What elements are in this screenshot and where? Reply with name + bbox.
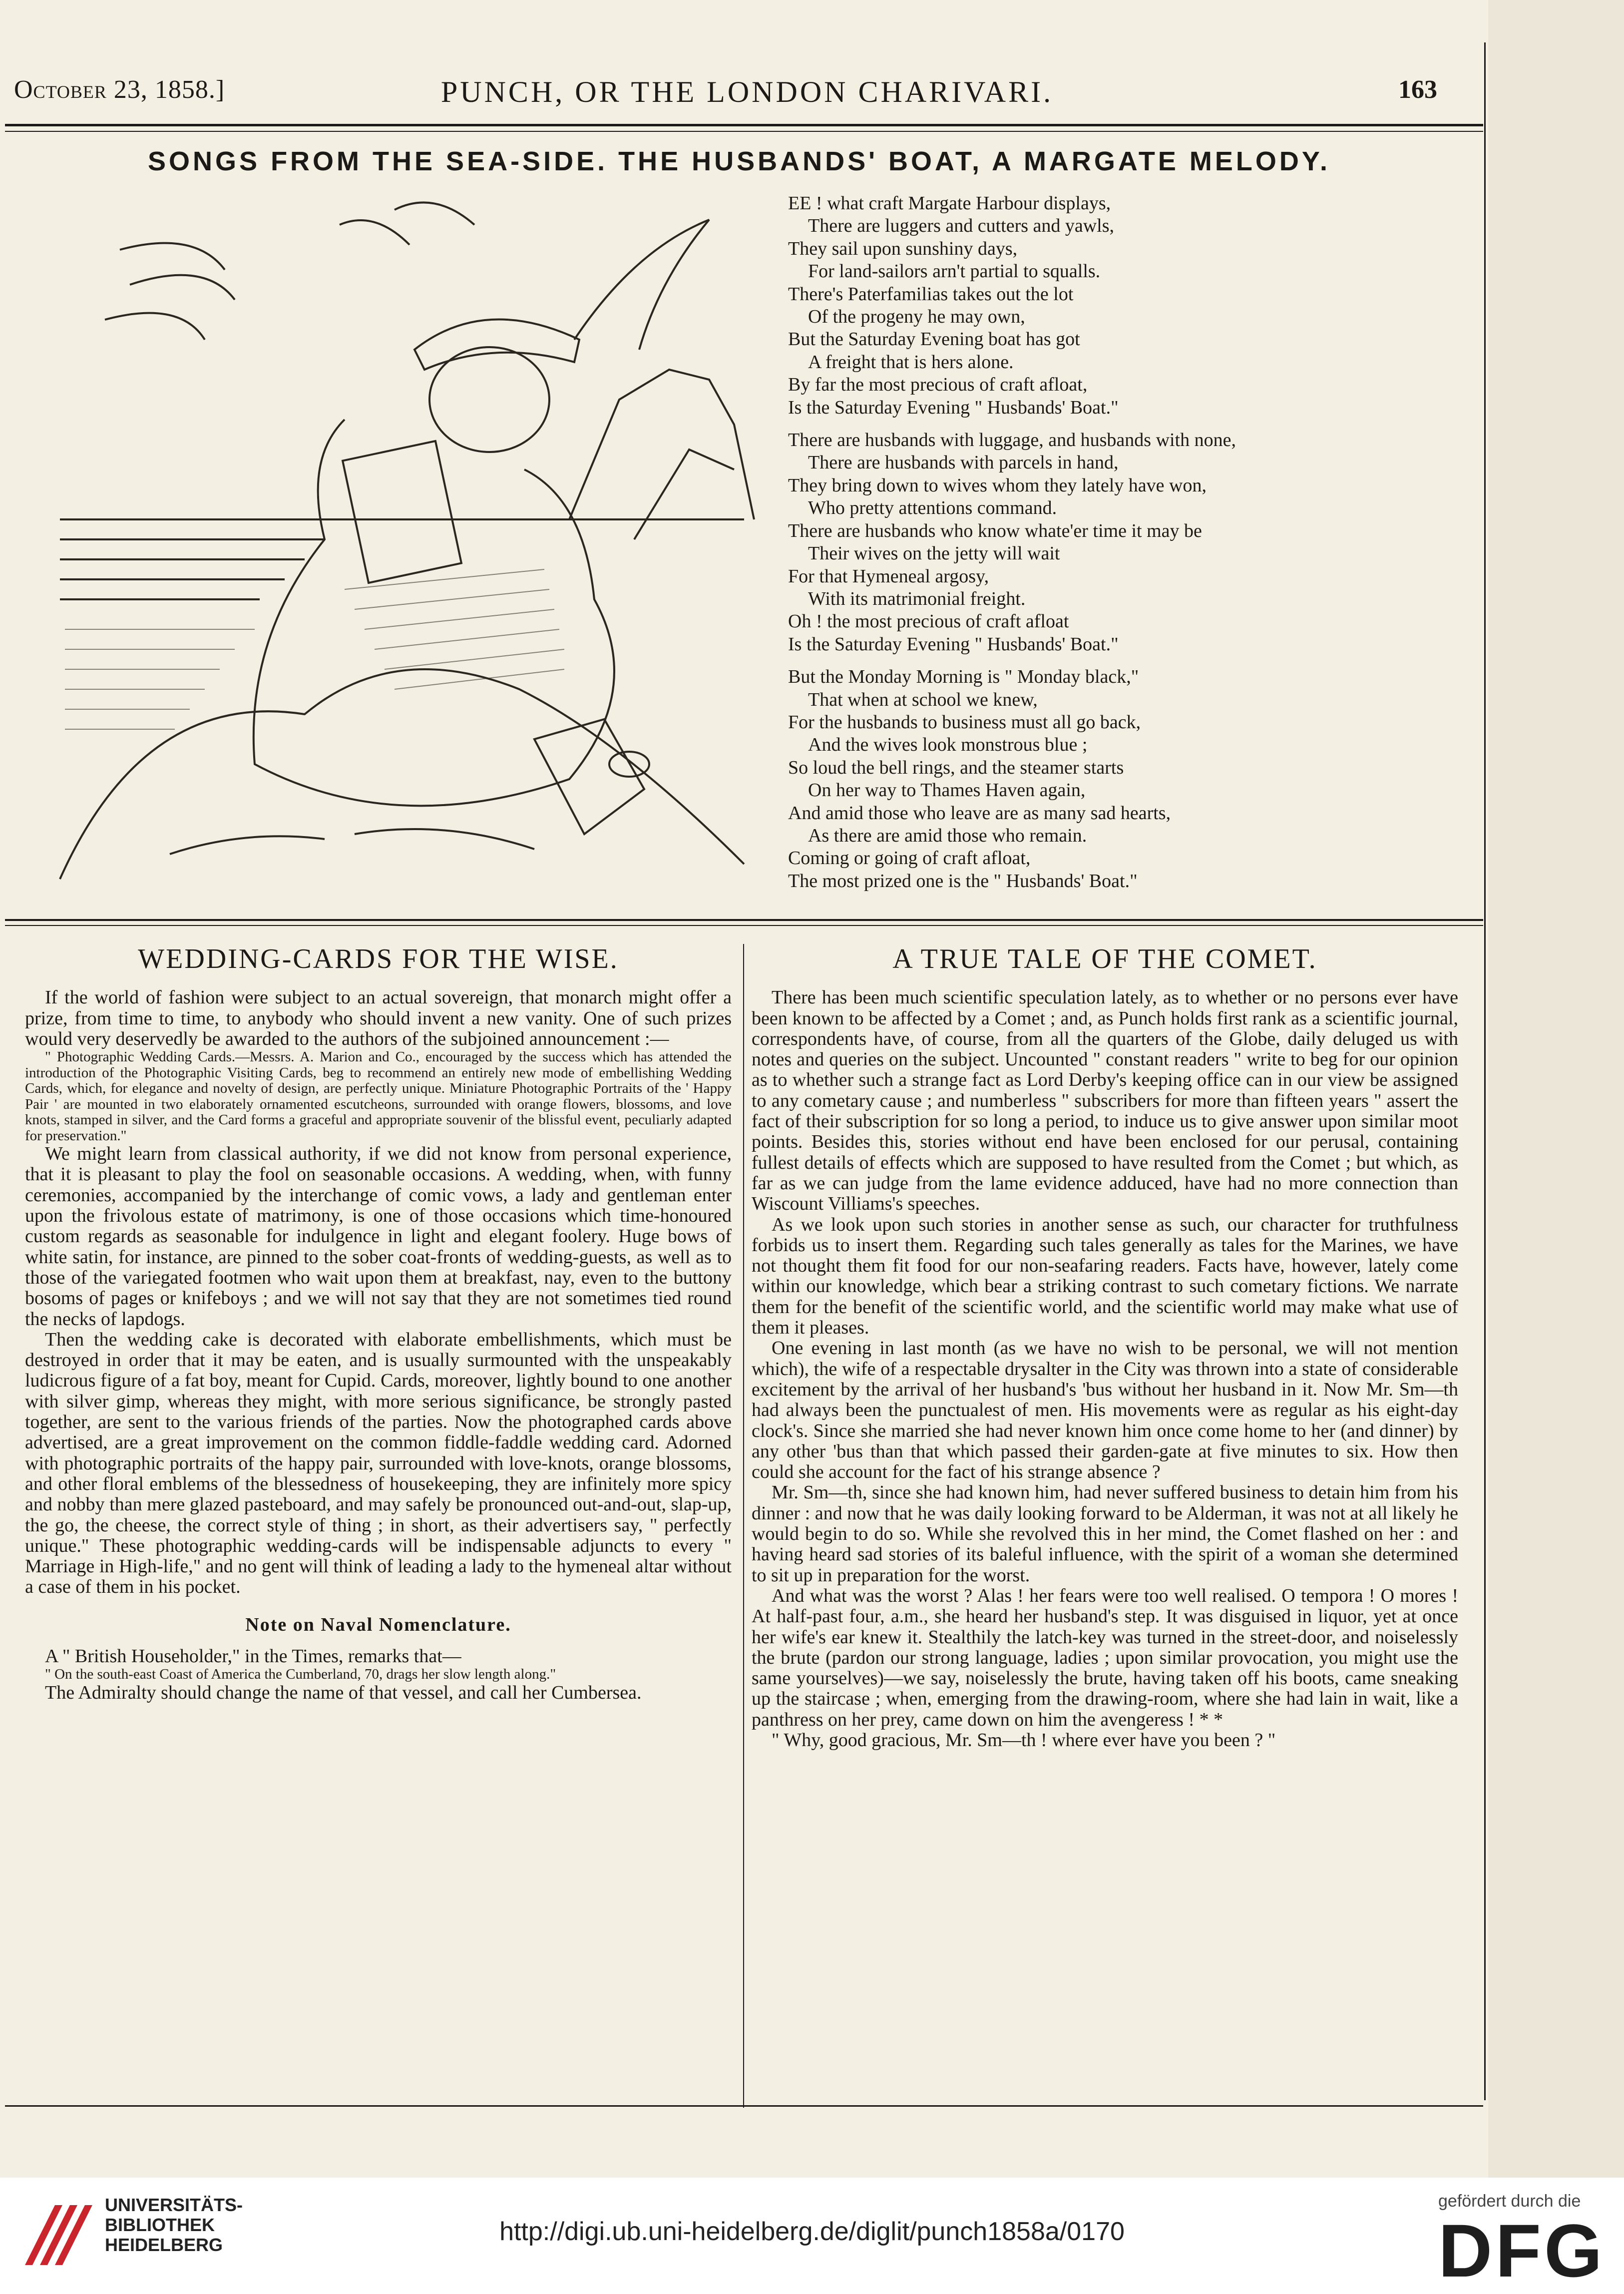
poem-line: And amid those who leave are as many sad hearts, <box>788 802 1171 824</box>
article-paragraph: As we look upon such stories in another sense as such, our character for truthfulness forbids us to insert them. Regarding such tales generally as tales for the Marines, we have not thought them fit food for our non-seafaring readers. Facts have, however, lately come within our knowledge, which bear a striking contrast to such cometary fictions. We narrate them for the benefit of the scientific world, and the scientific world may make what use of them it pleases. <box>752 1214 1458 1339</box>
article-title: WEDDING-CARDS FOR THE WISE. <box>138 943 619 974</box>
poem-line: But the Monday Morning is " Monday black," <box>788 666 1139 688</box>
header-rule-thin <box>5 131 1483 132</box>
poem-stanza <box>788 192 1457 419</box>
article-paragraph: Then the wedding cake is decorated with elaborate embellishments, which must be destroyed in order that it may be eaten, and is usually surmounted with the unspeakably ludicrous figure of a fat boy, meant for Cupid. Cards, moreover, lightly bound to one another with silver gimp, whereas they might, with more serious significance, be strongly pasted together, are sent to the various friends of the parties. Now the photographed cards above advertised, are a great improvement on the common fiddle-faddle wedding card. Adorned with photographic portraits of the happy pair, surrounded with love-knots, orange blossoms, and other floral emblems of the blessedness of housekeeping, they are infinitely more spicy and nobby than mere glazed pasteboard, and may safely be pronounced out-and-out, slap-up, the go, the cheese, the correct style of thing ; in short, as their advertisers say, " perfectly unique." These photographic wedding-cards will be indispensable adjuncts to every " Marriage in High-life," and no gent will think of leading a lady to the hymeneal altar without a case of them in his pocket. <box>25 1329 732 1598</box>
poem-stanza <box>788 666 1457 893</box>
poem-line: For land-sailors arn't partial to squalls. <box>808 261 1101 282</box>
poem-line: Coming or going of craft afloat, <box>788 848 1031 869</box>
header-rule-thick <box>5 124 1483 126</box>
poem-line: There's Paterfamilias takes out the lot <box>788 283 1074 305</box>
bottom-rule <box>5 2105 1483 2107</box>
poem-line: Of the progeny he may own, <box>808 306 1025 328</box>
masthead-title: PUNCH, OR THE LONDON CHARIVARI. <box>440 75 1054 108</box>
library-name-line: UNIVERSITÄTS- <box>105 2195 243 2215</box>
poem-stanza <box>788 429 1457 656</box>
poem-line: And the wives look monstrous blue ; <box>808 734 1088 756</box>
note-quote: " On the south-east Coast of America the Cumberland, 70, drags her slow length along." <box>45 1666 556 1683</box>
note-paragraph: The Admiralty should change the name of that vessel, and call her Cumbersea. <box>45 1682 642 1703</box>
article-wedding-cards <box>25 943 732 1703</box>
poem-line: A freight that is hers alone. <box>808 351 1014 373</box>
poem-line: There are husbands who know whate'er time it may be <box>788 520 1202 541</box>
section-rule-thin <box>5 925 1483 926</box>
library-name-line: HEIDELBERG <box>105 2235 223 2255</box>
article-comet <box>752 943 1458 1751</box>
page-margin <box>1488 0 1624 2178</box>
article-title: A TRUE TALE OF THE COMET. <box>892 943 1317 974</box>
library-name-line: BIBLIOTHEK <box>105 2215 215 2235</box>
poem-line: So loud the bell rings, and the steamer starts <box>788 757 1124 778</box>
poem-line: Is the Saturday Evening " Husbands' Boat." <box>788 397 1119 418</box>
poem-line: That when at school we knew, <box>808 689 1038 710</box>
poem-line: EE ! what craft Margate Harbour displays, <box>788 193 1111 214</box>
poem-line: Is the Saturday Evening " Husbands' Boat." <box>788 633 1119 655</box>
poem-line: As there are amid those who remain. <box>808 825 1087 846</box>
poem-line: For that Hymeneal argosy, <box>788 565 989 587</box>
article-paragraph: Mr. Sm—th, since she had known him, had never suffered business to detain him from his dinner : and now that he was daily looking forward to be Alderman, it was not at all likely he would begin to do so. While she revolved this in her mind, the Comet flashed on her : and having heard sad stories of its baleful influence, with the spirit of a woman she determined to sit up in preparation for the worst. <box>752 1482 1458 1586</box>
poem-line: The most prized one is the " Husbands' Boat." <box>788 870 1138 892</box>
advertisement-quote: " Photographic Wedding Cards.—Messrs. A. Marion and Co., encouraged by the success which has attended the introduction of the Photographic Visiting Cards, beg to recommend an entirely new mode of embellishing Wedding Cards, which, for elegance and novelty of design, are perfectly unique. Miniature Photographic Portraits of the ' Happy Pair ' are mounted in two elaborately ornamented escutcheons, surrounded with orange flowers, blossoms, and love knots, stamped in silver, and the Card forms a graceful and appropriate souvenir of the blissful event, peculiarly adapted for preservation." <box>25 1049 732 1144</box>
article-paragraph: One evening in last month (as we have no wish to be personal, we will not mention which), the wife of a respectable drysalter in the City was thrown into a state of considerable excitement by the arrival of her husband's 'bus without her husband in it. Now Mr. Sm—th had always been the punctualest of men. His movements were as regular as his eight-day clock's. Since she married she had never known him once come home to her (and dinner) by any other 'bus than that which passed their garden-gate at five minutes to six. How then could she account for the fact of his strange absence ? <box>752 1338 1458 1483</box>
article-paragraph: And what was the worst ? Alas ! her fears were too well realised. O tempora ! O mores ! At half-past four, a.m., she heard her husband's step. It was disguised in liquor, yet at once her wife's ear knew it. Stealthily the latch-key was turned in the street-door, and noiselessly the brute (pardon our strong language, ladies ; upon similar provocation, you might use the same yourselves)—we say, noiselessly the brute, having taken off his boots, came sneaking up the staircase ; when, emerging from the drawing-room, where she had lain in wait, like a panthress on her prey, came down on him the avengeress ! * * <box>752 1585 1458 1730</box>
page-right-border <box>1484 42 1486 2100</box>
source-url-link[interactable]: http://digi.ub.uni-heidelberg.de/diglit/punch1858a/0170 <box>499 2217 1125 2246</box>
article-paragraph: We might learn from classical authority, if we did not know from personal experience, that it is pleasant to play the fool on seasonable occasions. A wedding, when, with funny ceremonies, accompanied by the interchange of comic vows, a lady and gentleman enter upon the frivolous estate of matrimony, is one of those occasions which time-honoured custom regards as seasonable for indulgence in light and elegant foolery. Huge bows of white satin, for instance, are pinned to the sober coat-fronts of wedding-guests, as well as to those of the variegated footmen who wait upon them at breakfast, nay, even to the buttony bosoms of pages or knifeboys ; and we will not say that they are not sometimes tied round the necks of lapdogs. <box>25 1143 732 1330</box>
poem-line: For the husbands to business must all go back, <box>788 711 1141 733</box>
funding-label: gefördert durch die <box>1438 2192 1581 2211</box>
note-title: Note on Naval Nomenclature. <box>245 1614 511 1635</box>
page-number: 163 <box>1398 75 1437 104</box>
poem-line: With its matrimonial freight. <box>808 588 1026 609</box>
poem-line: They sail upon sunshiny days, <box>788 238 1018 259</box>
song-title: SONGS FROM THE SEA-SIDE. THE HUSBANDS' BOAT, A MARGATE MELODY. <box>148 146 1330 176</box>
issue-date: October 23, 1858.] <box>14 75 225 104</box>
dfg-logo: DFG <box>1438 2209 1606 2293</box>
poem-line: Their wives on the jetty will wait <box>808 543 1060 564</box>
poem-line: There are husbands with parcels in hand, <box>808 452 1119 473</box>
poem-line: There are husbands with luggage, and husbands with none, <box>788 430 1236 451</box>
column-divider <box>743 944 744 2108</box>
illustration-lady-on-rocks <box>45 190 769 899</box>
poem-line: By far the most precious of craft afloat, <box>788 374 1088 396</box>
poem-line: They bring down to wives whom they lately have won, <box>788 474 1207 496</box>
poem-line: But the Saturday Evening boat has got <box>788 329 1080 350</box>
song-poem <box>788 192 1457 903</box>
article-paragraph: There has been much scientific speculation lately, as to whether or no persons ever have been known to be affected by a Comet ; and, as Punch holds first rank as a scientific journal, correspondents have, of course, from all the quarters of the Globe, daily deluged us with notes and queries on the subject. Uncounted " constant readers " write to beg for our opinion as to whether such a strange fact as Lord Derby's keeping office can in our view be assigned to any cometary cause ; and numberless " subscribers for more than fifteen years " assert the fact of their subscription for so long a period, to induce us to give answer upon similar moot points. Besides this, stories without end have been enclosed for our perusal, containing fullest details of effects which are supposed to have resulted from the Comet ; but which, as far as we can judge from the lame evidence adduced, have had no more connection than Wiscount Villiams's speeches. <box>752 987 1458 1215</box>
article-paragraph: If the world of fashion were subject to an actual sovereign, that monarch might offer a prize, from time to time, to anybody who should invent a new vanity. One of such prizes would very deservedly be awarded to the authors of the subjoined announcement :— <box>25 987 732 1049</box>
note-paragraph: A " British Householder," in the Times, remarks that— <box>45 1646 461 1667</box>
poem-line: Oh ! the most precious of craft afloat <box>788 611 1069 632</box>
poem-line: On her way to Thames Haven again, <box>808 780 1086 801</box>
section-rule-thick <box>5 919 1483 921</box>
article-paragraph: " Why, good gracious, Mr. Sm—th ! where ever have you been ? " <box>772 1729 1276 1751</box>
poem-line: Who pretty attentions command. <box>808 497 1057 519</box>
poem-line: There are luggers and cutters and yawls, <box>808 215 1115 237</box>
